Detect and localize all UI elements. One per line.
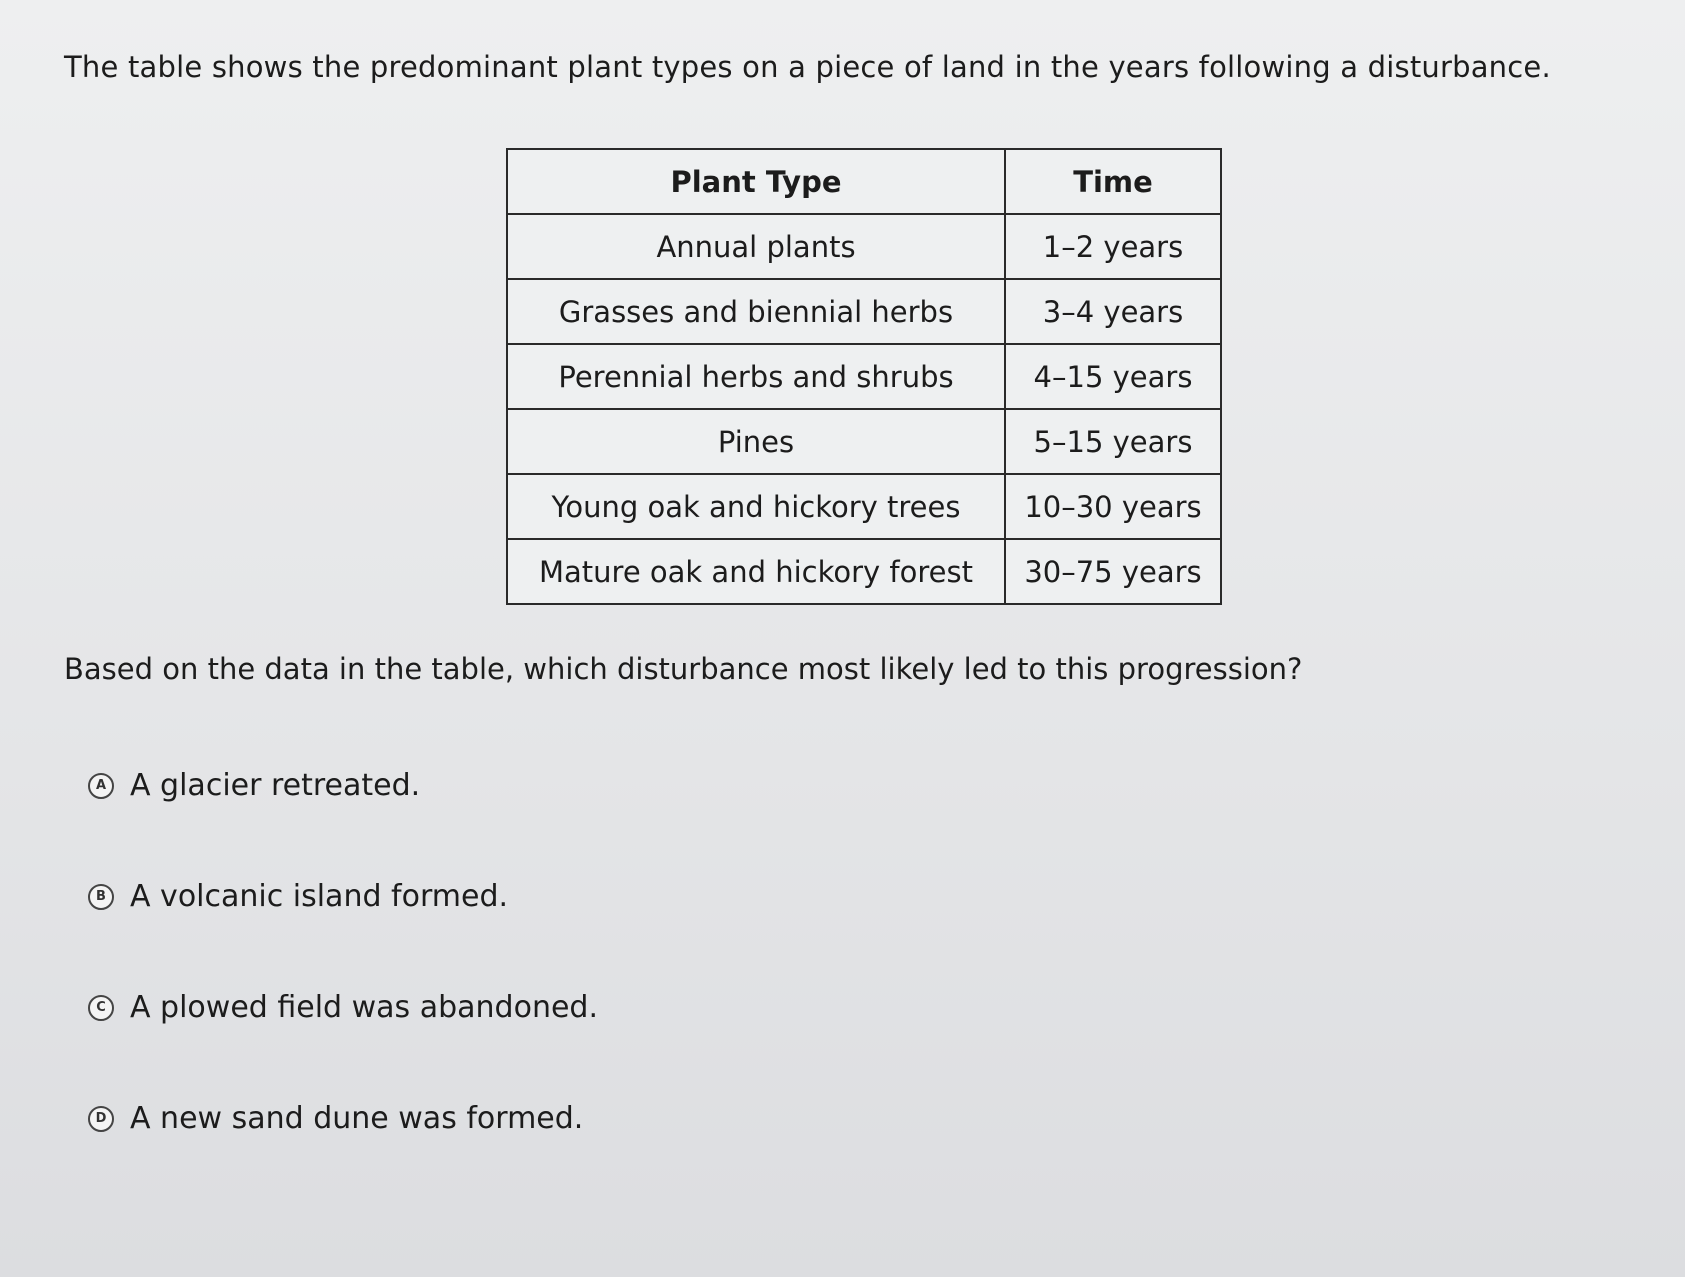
table-header-row: [507, 149, 1221, 214]
header-plant-type: Plant Type: [507, 149, 1005, 214]
choice-c[interactable]: [58, 952, 1658, 1063]
choice-c-label: A plowed field was abandoned.: [130, 990, 598, 1025]
plant-type-cell: Young oak and hickory trees: [507, 474, 1005, 539]
choice-d-label: A new sand dune was formed.: [130, 1101, 584, 1136]
question-prompt: The table shows the predominant plant types on a piece of land in the years following a disturbance.: [64, 50, 1551, 84]
table-row: [507, 214, 1221, 279]
time-cell: 5–15 years: [1005, 409, 1221, 474]
time-cell: 30–75 years: [1005, 539, 1221, 604]
answer-choices: [58, 730, 1658, 1174]
table-row: [507, 474, 1221, 539]
choice-b-label: A volcanic island formed.: [130, 879, 509, 914]
time-cell: 10–30 years: [1005, 474, 1221, 539]
time-cell: 4–15 years: [1005, 344, 1221, 409]
plant-type-cell: Perennial herbs and shrubs: [507, 344, 1005, 409]
choice-b-radio[interactable]: B: [88, 884, 114, 910]
succession-table: [506, 148, 1222, 605]
table-row: [507, 539, 1221, 604]
choice-b[interactable]: [58, 841, 1658, 952]
table-row: [507, 344, 1221, 409]
question-text: Based on the data in the table, which disturbance most likely led to this progression?: [64, 652, 1303, 686]
choice-a-radio[interactable]: A: [88, 773, 114, 799]
table-row: [507, 279, 1221, 344]
time-cell: 1–2 years: [1005, 214, 1221, 279]
choice-c-radio[interactable]: C: [88, 995, 114, 1021]
choice-a[interactable]: [58, 730, 1658, 841]
plant-type-cell: Pines: [507, 409, 1005, 474]
time-cell: 3–4 years: [1005, 279, 1221, 344]
choice-a-label: A glacier retreated.: [130, 768, 421, 803]
plant-type-cell: Annual plants: [507, 214, 1005, 279]
plant-type-cell: Grasses and biennial herbs: [507, 279, 1005, 344]
header-time: Time: [1005, 149, 1221, 214]
choice-d-radio[interactable]: D: [88, 1106, 114, 1132]
choice-d[interactable]: [58, 1063, 1658, 1174]
plant-type-cell: Mature oak and hickory forest: [507, 539, 1005, 604]
table-row: [507, 409, 1221, 474]
